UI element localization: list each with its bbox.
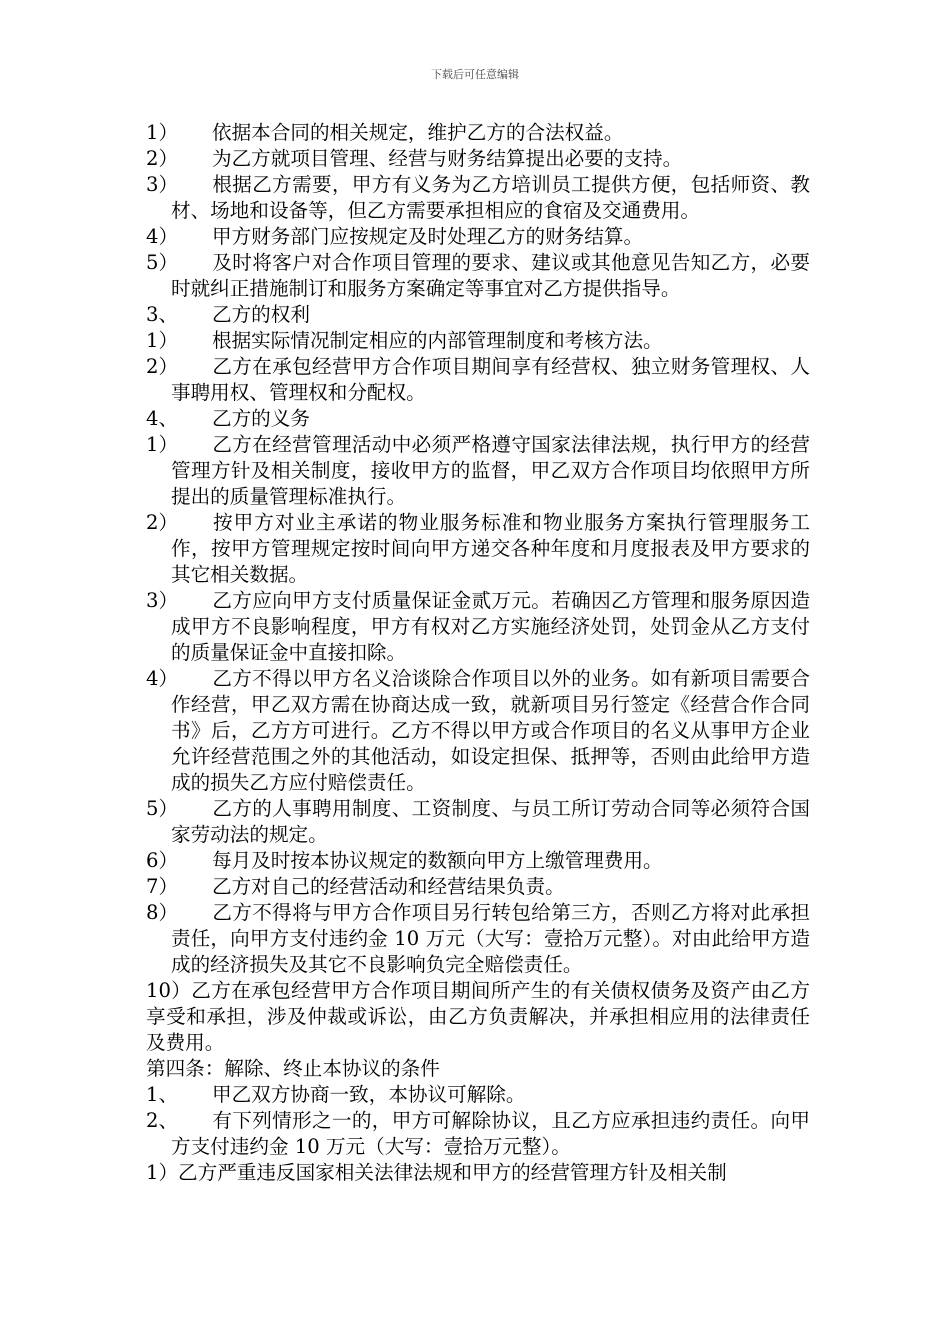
paragraph-text: 乙方的权利 [212,303,310,326]
paragraph [146,1108,810,1160]
paragraph-text: 根据实际情况制定相应的内部管理制度和考核方法。 [212,329,663,352]
paragraph [146,796,810,848]
item-number: 2） [146,147,179,170]
item-number: 4） [146,667,179,690]
item-number: 2） [146,355,179,378]
item-number: 1） [146,433,179,456]
paragraph-text: 乙方的人事聘用制度、工资制度、与员工所订劳动合同等必须符合国家劳动法的规定。 [171,797,810,846]
item-number: 5） [146,797,179,820]
paragraph-text: 第四条：解除、终止本协议的条件 [146,1057,440,1080]
item-number: 2、 [146,1109,179,1132]
paragraph-text: 乙方的义务 [212,407,310,430]
paragraph-text: 乙方不得以甲方名义洽谈除合作项目以外的业务。如有新项目需要合作经营，甲乙双方需在协商达成一致，就新项目另行签定《经营合作合同书》后，乙方方可进行。乙方不得以甲方或合作项目的名义从事甲方企业允许经营范围之外的其他活动，如设定担保、抵押等，否则由此给甲方造成的损失乙方应付赔偿责任。 [171,667,810,794]
paragraph [146,848,810,874]
item-number: 4、 [146,407,179,430]
paragraph [146,250,810,302]
paragraph [146,354,810,406]
paragraph [146,510,810,588]
paragraph-text: 根据乙方需要，甲方有义务为乙方培训员工提供方便，包括师资、教材、场地和设备等，但乙方需要承担相应的食宿及交通费用。 [171,173,810,222]
paragraph-text: 10）乙方在承包经营甲方合作项目期间所产生的有关债权债务及资产由乙方享受和承担，涉及仲裁或诉讼，由乙方负责解决，并承担相应用的法律责任及费用。 [146,979,810,1054]
paragraph [146,302,810,328]
paragraph-text: 依据本合同的相关规定，维护乙方的合法权益。 [212,121,624,144]
paragraph-text: 甲乙双方协商一致，本协议可解除。 [212,1083,526,1106]
paragraph [146,224,810,250]
item-number: 2） [146,511,179,534]
paragraph-text: 乙方对自己的经营活动和经营结果负责。 [212,875,565,898]
paragraph-text: 1）乙方严重违反国家相关法律法规和甲方的经营管理方针及相关制 [146,1161,727,1184]
paragraph-text: 有下列情形之一的，甲方可解除协议，且乙方应承担违约责任。向甲方支付违约金 10 万元（大写：壹拾万元整）。 [171,1109,810,1158]
paragraph-text: 及时将客户对合作项目管理的要求、建议或其他意见告知乙方，必要时就纠正措施制订和服务方案确定等事宜对乙方提供指导。 [171,251,810,300]
paragraph [146,328,810,354]
item-number: 4） [146,225,179,248]
paragraph-text: 乙方应向甲方支付质量保证金贰万元。若确因乙方管理和服务原因造成甲方不良影响程度，甲方有权对乙方实施经济处罚，处罚金从乙方支付的质量保证金中直接扣除。 [171,589,810,664]
paragraph-text: 每月及时按本协议规定的数额向甲方上缴管理费用。 [212,849,663,872]
item-number: 5） [146,251,179,274]
paragraph [146,406,810,432]
item-number: 3） [146,173,179,196]
item-number: 6） [146,849,179,872]
paragraph-text: 甲方财务部门应按规定及时处理乙方的财务结算。 [212,225,644,248]
paragraph-text: 乙方在承包经营甲方合作项目期间享有经营权、独立财务管理权、人事聘用权、管理权和分配权。 [171,355,810,404]
paragraph-text: 乙方不得将与甲方合作项目另行转包给第三方，否则乙方将对此承担责任，向甲方支付违约金 10 万元（大写：壹拾万元整）。对由此给甲方造成的经济损失及其它不良影响负完全赔偿责任。 [171,901,810,976]
paragraph [146,146,810,172]
item-number: 1） [146,121,179,144]
paragraph [146,978,810,1056]
paragraph [146,666,810,796]
item-number: 3） [146,589,179,612]
item-number: 1、 [146,1083,179,1106]
item-number: 1） [146,329,179,352]
paragraph [146,874,810,900]
page-header: 下载后可任意编辑 [431,68,519,81]
item-number: 8） [146,901,179,924]
paragraph [146,432,810,510]
paragraph [146,900,810,978]
paragraph-text: 按甲方对业主承诺的物业服务标准和物业服务方案执行管理服务工作，按甲方管理规定按时间向甲方递交各种年度和月度报表及甲方要求的其它相关数据。 [171,511,810,586]
paragraph [146,588,810,666]
paragraph-text: 乙方在经营管理活动中必须严格遵守国家法律法规，执行甲方的经营管理方针及相关制度，接收甲方的监督，甲乙双方合作项目均依照甲方所提出的质量管理标准执行。 [171,433,810,508]
document-body [146,120,810,1186]
paragraph [146,1160,810,1186]
paragraph [146,172,810,224]
item-number: 3、 [146,303,179,326]
paragraph [146,1082,810,1108]
paragraph [146,120,810,146]
paragraph-text: 为乙方就项目管理、经营与财务结算提出必要的支持。 [212,147,683,170]
item-number: 7） [146,875,179,898]
paragraph [146,1056,810,1082]
